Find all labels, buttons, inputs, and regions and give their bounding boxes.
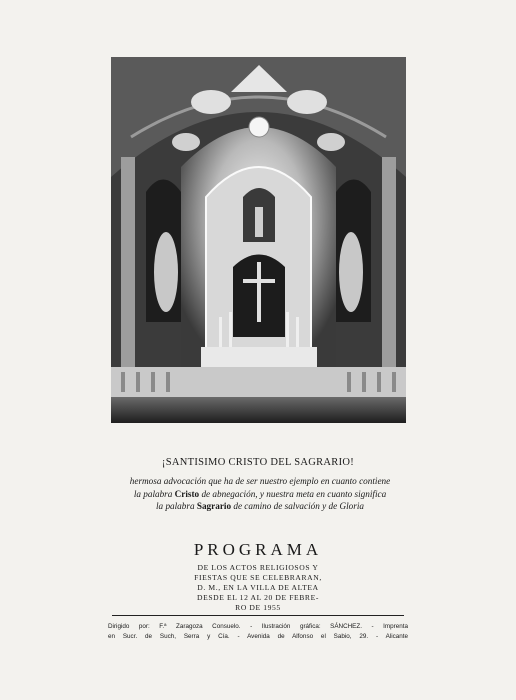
credits-line: Dirigido por: F.ª Zaragoza Consuelo. - Ilustración gráfica: SÁNCHEZ. - Imprenta — [108, 623, 408, 630]
programa-line: DE LOS ACTOS RELIGIOSOS Y — [197, 563, 319, 572]
invocation-heading: ¡SANTISIMO CRISTO DEL SAGRARIO! — [161, 457, 355, 468]
credits-line: en Sucr. de Such, Serra y Cía. - Avenida de Alfonso el Sabio, 29. - Alicante — [108, 633, 408, 640]
verse-line: la palabra Cristo de abnegación, y nuestra meta en cuanto significa — [133, 488, 387, 499]
altar-photo — [111, 57, 406, 423]
programa-title: PROGRAMA — [193, 540, 323, 559]
programa-line: D. M., EN LA VILLA DE ALTEA — [197, 583, 319, 592]
verse-line: hermosa advocación que ha de ser nuestro ejemplo en cuanto contiene — [129, 476, 391, 486]
altar-illustration — [111, 57, 406, 423]
divider — [112, 615, 404, 616]
dedication-verse — [100, 475, 420, 513]
programa-line: FIESTAS QUE SE CELEBRARAN, — [194, 573, 322, 582]
programa-line: DESDE EL 12 AL 20 DE FEBRE- — [197, 593, 319, 602]
imprint-credits — [108, 622, 408, 642]
programa-description — [178, 563, 338, 613]
verse-line: la palabra Sagrario de camino de salvación y de Gloria — [156, 501, 364, 511]
programa-line: RO DE 1955 — [235, 603, 281, 612]
